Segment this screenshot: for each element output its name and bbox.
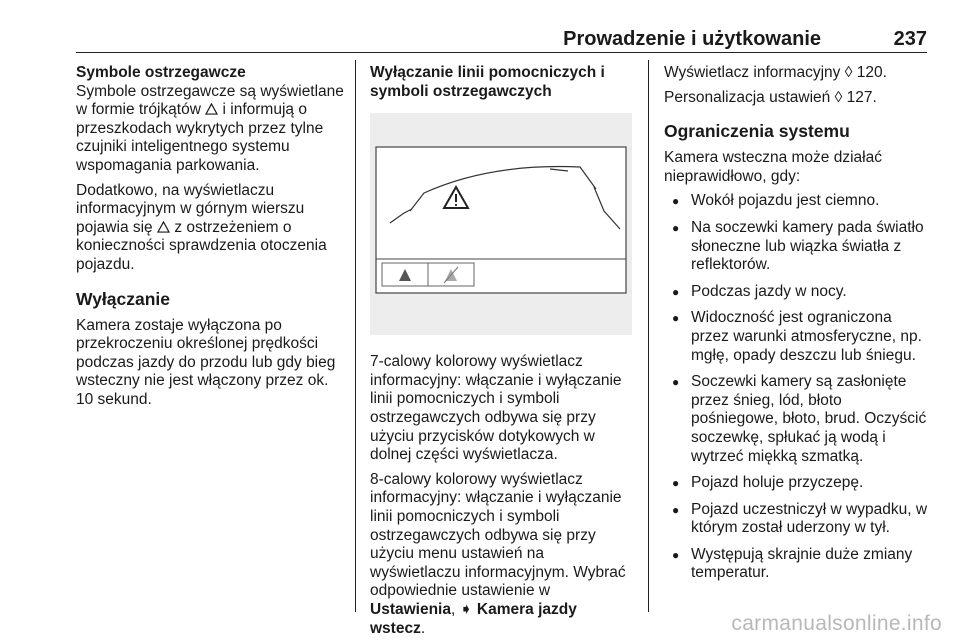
- page-header: [76, 26, 927, 53]
- column-divider: [648, 60, 649, 612]
- paragraph: Kamera wsteczna może działać nieprawidłowo, gdy:: [664, 149, 882, 185]
- page-reference-icon: ◊: [844, 64, 853, 81]
- paragraph: 7-calowy kolorowy wyświetlacz informacyjny: włączanie i wyłączanie linii pomocniczych i symboli ostrzegawczych odbywa się przy użyciu przycisków dotykowych w dolnej części wyświetlacza.: [370, 353, 622, 464]
- warning-triangle-icon: [205, 103, 218, 115]
- warning-triangle-icon: [157, 221, 170, 233]
- cross-reference: [664, 89, 932, 108]
- reference-page: 127.: [846, 88, 877, 106]
- paragraph-text: Dodatkowo, na wyświetlaczu informacyjnym w górnym wierszu pojawia się: [76, 181, 305, 236]
- list-item: ● Wokół pojazdu jest ciemno.: [664, 192, 932, 211]
- page-reference-icon: ◊: [834, 88, 843, 106]
- cross-reference: [664, 64, 932, 83]
- reference-text: Personalizacja ustawień: [664, 88, 831, 106]
- page-number: 237: [893, 28, 927, 50]
- camera-display-illustration: [370, 113, 632, 335]
- list-item: ● Pojazd holuje przyczepę.: [664, 474, 932, 493]
- menu-separator: ,: [450, 600, 456, 618]
- list-item: ● Pojazd uczestniczył w wypadku, w którym został uderzony w tył.: [664, 501, 932, 538]
- paragraph-text: Symbole ostrzegawcze są wyświetlane w formie trójkątów: [76, 82, 344, 119]
- menu-path-rear-camera: Kamera jazdy wstecz: [370, 600, 577, 637]
- section-heading: Symbole ostrzegawcze: [76, 64, 246, 81]
- watermark: carmanualsonline.info: [731, 612, 942, 635]
- section-heading: Wyłączanie linii pomocniczych i symboli ostrzegawczych: [370, 64, 605, 100]
- column-1: [76, 64, 348, 416]
- column-3: [664, 64, 932, 591]
- arrow-right-icon: ➧: [459, 600, 473, 618]
- paragraph-text: i informują o przeszkodach wykrytych przez tylne czujniki inteligentnego systemu wspomagania parkowania.: [76, 101, 324, 174]
- list-item: ● Na soczewki kamery pada światło słoneczne lub wiązka światła z reflektorów.: [664, 219, 932, 275]
- paragraph-text: 8-calowy kolorowy wyświetlacz informacyjny: włączanie i wyłączanie linii pomocniczych i symboli ostrzegawczych odbywa się przy użyciu menu ustawień na wyświetlaczu informacyjnym. Wybrać odpowiednie ustawienie w: [370, 470, 626, 600]
- list-item: ● Występują skrajnie duże zmiany temperatur.: [664, 546, 932, 583]
- paragraph: [76, 182, 348, 275]
- section-heading: Wyłączanie: [76, 288, 171, 309]
- column-2: [370, 64, 632, 644]
- paragraph: Kamera zostaje wyłączona po przekroczeniu określonej prędkości podczas jazdy do przodu lub gdy bieg wsteczny nie jest włączony przez ok. 10 sekund.: [76, 316, 336, 408]
- limitations-list: [664, 192, 932, 583]
- list-item: ● Soczewki kamery są zasłonięte przez śnieg, lód, błoto pośniegowe, błoto, brud. Oczyścić soczewkę, spłukać ją wodą i wytrzeć miękką szmatką.: [664, 373, 932, 466]
- paragraph: [76, 83, 348, 176]
- paragraph-text: z ostrzeżeniem o konieczności sprawdzenia otoczenia pojazdu.: [76, 218, 327, 273]
- menu-path-settings: Ustawienia: [370, 600, 451, 618]
- reference-page: 120.: [856, 64, 887, 81]
- paragraph: [370, 471, 632, 638]
- header-title: Prowadzenie i użytkowanie: [563, 28, 821, 50]
- camera-view-drawing: [370, 113, 632, 335]
- list-item: ● Podczas jazdy w nocy.: [664, 283, 932, 302]
- section-heading: Ograniczenia systemu: [664, 121, 850, 142]
- reference-text: Wyświetlacz informacyjny: [664, 64, 841, 81]
- column-divider: [355, 60, 356, 612]
- list-item: ● Widoczność jest ograniczona przez warunki atmosferyczne, np. mgłę, opady deszczu lub śniegu.: [664, 309, 932, 365]
- sentence-end: .: [420, 619, 426, 637]
